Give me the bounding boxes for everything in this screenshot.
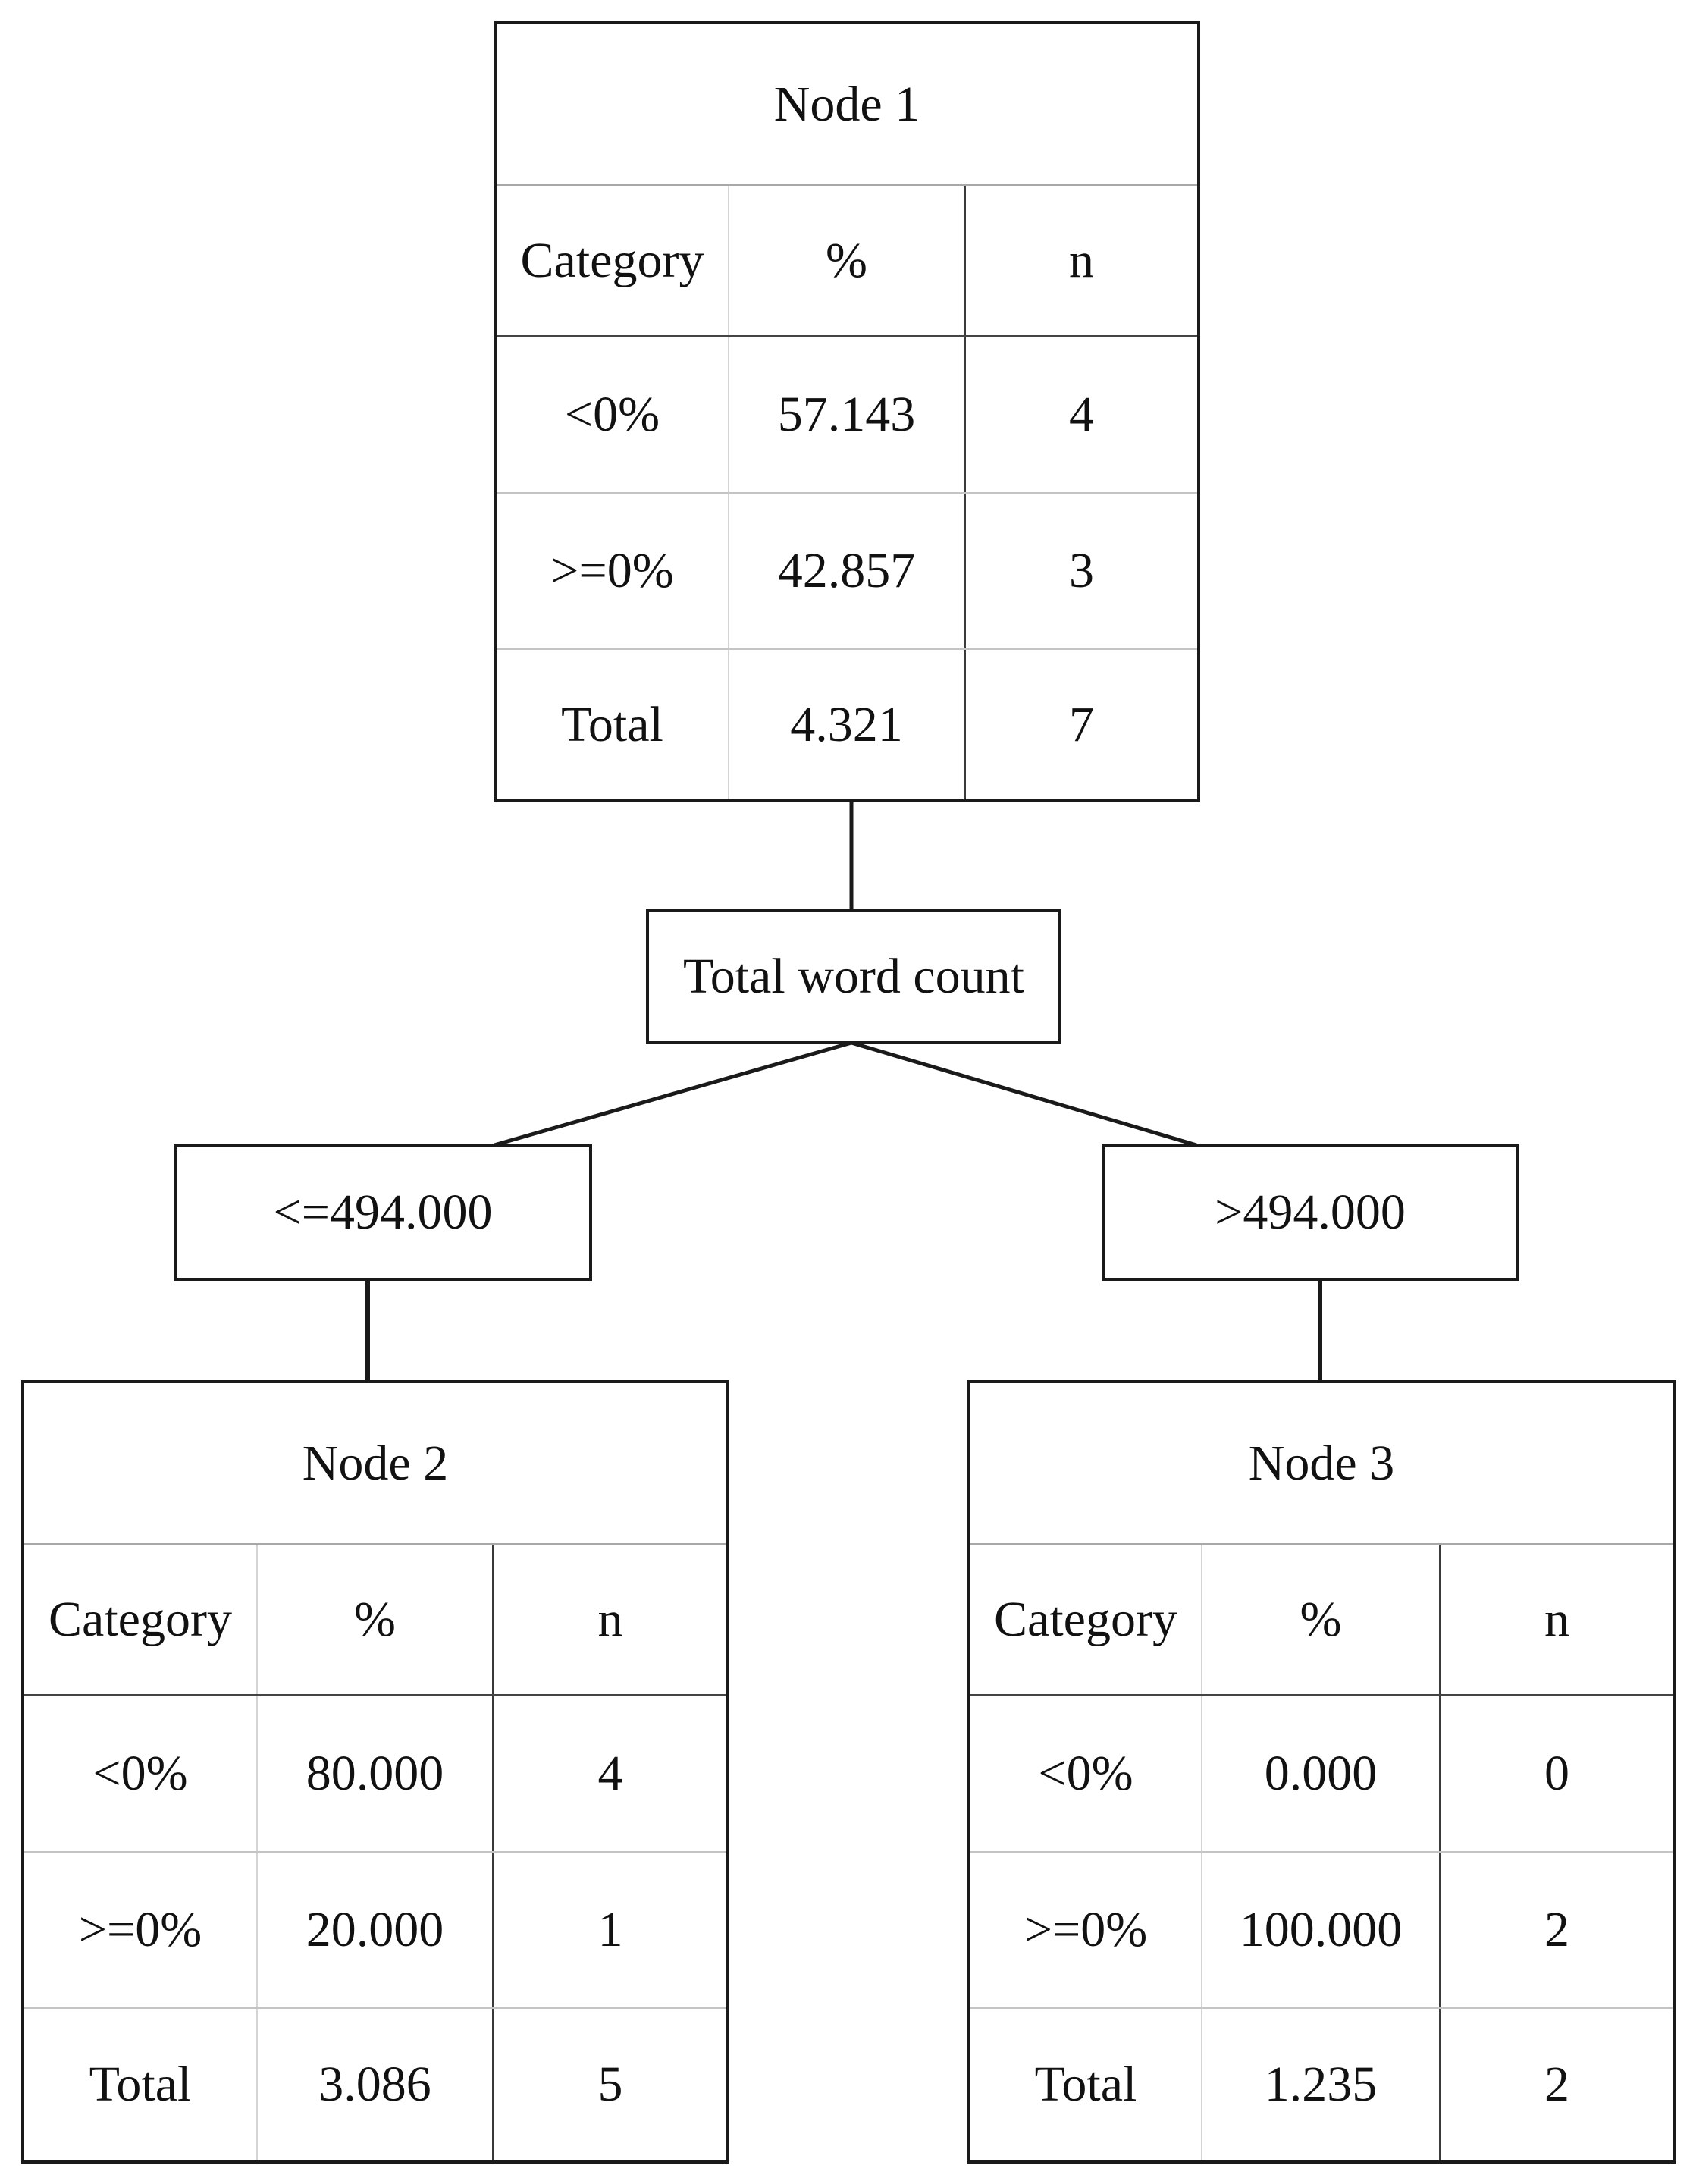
column-header-category: Category <box>24 1545 258 1694</box>
node-title: Node 3 <box>970 1383 1673 1545</box>
category-cell: Total <box>24 2009 258 2160</box>
category-cell: Total <box>970 2009 1202 2160</box>
split-variable-box: Total word count <box>646 909 1061 1044</box>
table-row-total <box>24 2009 726 2160</box>
percent-cell: 57.143 <box>729 337 966 492</box>
table-row <box>497 494 1197 650</box>
category-cell: <0% <box>970 1696 1202 1851</box>
connector-split-left <box>494 1043 851 1145</box>
percent-cell: 80.000 <box>258 1696 494 1851</box>
column-header-row <box>24 1545 726 1696</box>
node-3-box <box>967 1380 1676 2164</box>
table-row <box>24 1696 726 1853</box>
count-cell: 4 <box>597 1746 623 1801</box>
percent-cell: 100.000 <box>1202 1853 1441 2007</box>
node-1-box <box>494 21 1200 802</box>
node-title: Node 2 <box>24 1383 726 1545</box>
count-cell: 5 <box>597 2057 623 2112</box>
column-header-n: n <box>1069 232 1094 288</box>
split-condition-right: >494.000 <box>1102 1144 1519 1281</box>
percent-cell: 3.086 <box>258 2009 494 2160</box>
column-header-category: Category <box>970 1545 1202 1694</box>
category-cell: <0% <box>497 337 729 492</box>
percent-cell: 1.235 <box>1202 2009 1441 2160</box>
connector-split-right <box>851 1043 1196 1145</box>
table-row <box>970 1696 1673 1853</box>
column-header-category: Category <box>497 186 729 335</box>
percent-cell: 0.000 <box>1202 1696 1441 1851</box>
column-header-percent: % <box>729 186 966 335</box>
category-cell: >=0% <box>970 1853 1202 2007</box>
table-row <box>970 1853 1673 2009</box>
table-row <box>497 337 1197 494</box>
percent-cell: 4.321 <box>729 650 966 799</box>
split-condition-left: <=494.000 <box>174 1144 592 1281</box>
count-cell: 7 <box>1069 696 1094 752</box>
category-cell: <0% <box>24 1696 258 1851</box>
column-header-n: n <box>597 1591 623 1647</box>
percent-cell: 42.857 <box>729 494 966 648</box>
category-cell: >=0% <box>24 1853 258 2007</box>
node-2-box <box>21 1380 729 2164</box>
column-header-percent: % <box>258 1545 494 1694</box>
column-header-row <box>970 1545 1673 1696</box>
table-row <box>24 1853 726 2009</box>
column-header-percent: % <box>1202 1545 1441 1694</box>
percent-cell: 20.000 <box>258 1853 494 2007</box>
count-cell: 4 <box>1069 387 1094 442</box>
count-cell: 2 <box>1544 2057 1569 2112</box>
category-cell: >=0% <box>497 494 729 648</box>
table-row-total <box>497 650 1197 799</box>
column-header-n: n <box>1544 1591 1569 1647</box>
count-cell: 0 <box>1544 1746 1569 1801</box>
category-cell: Total <box>497 650 729 799</box>
column-header-row <box>497 186 1197 337</box>
count-cell: 1 <box>597 1902 623 1957</box>
count-cell: 3 <box>1069 543 1094 598</box>
node-title: Node 1 <box>497 24 1197 186</box>
count-cell: 2 <box>1544 1902 1569 1957</box>
table-row-total <box>970 2009 1673 2160</box>
